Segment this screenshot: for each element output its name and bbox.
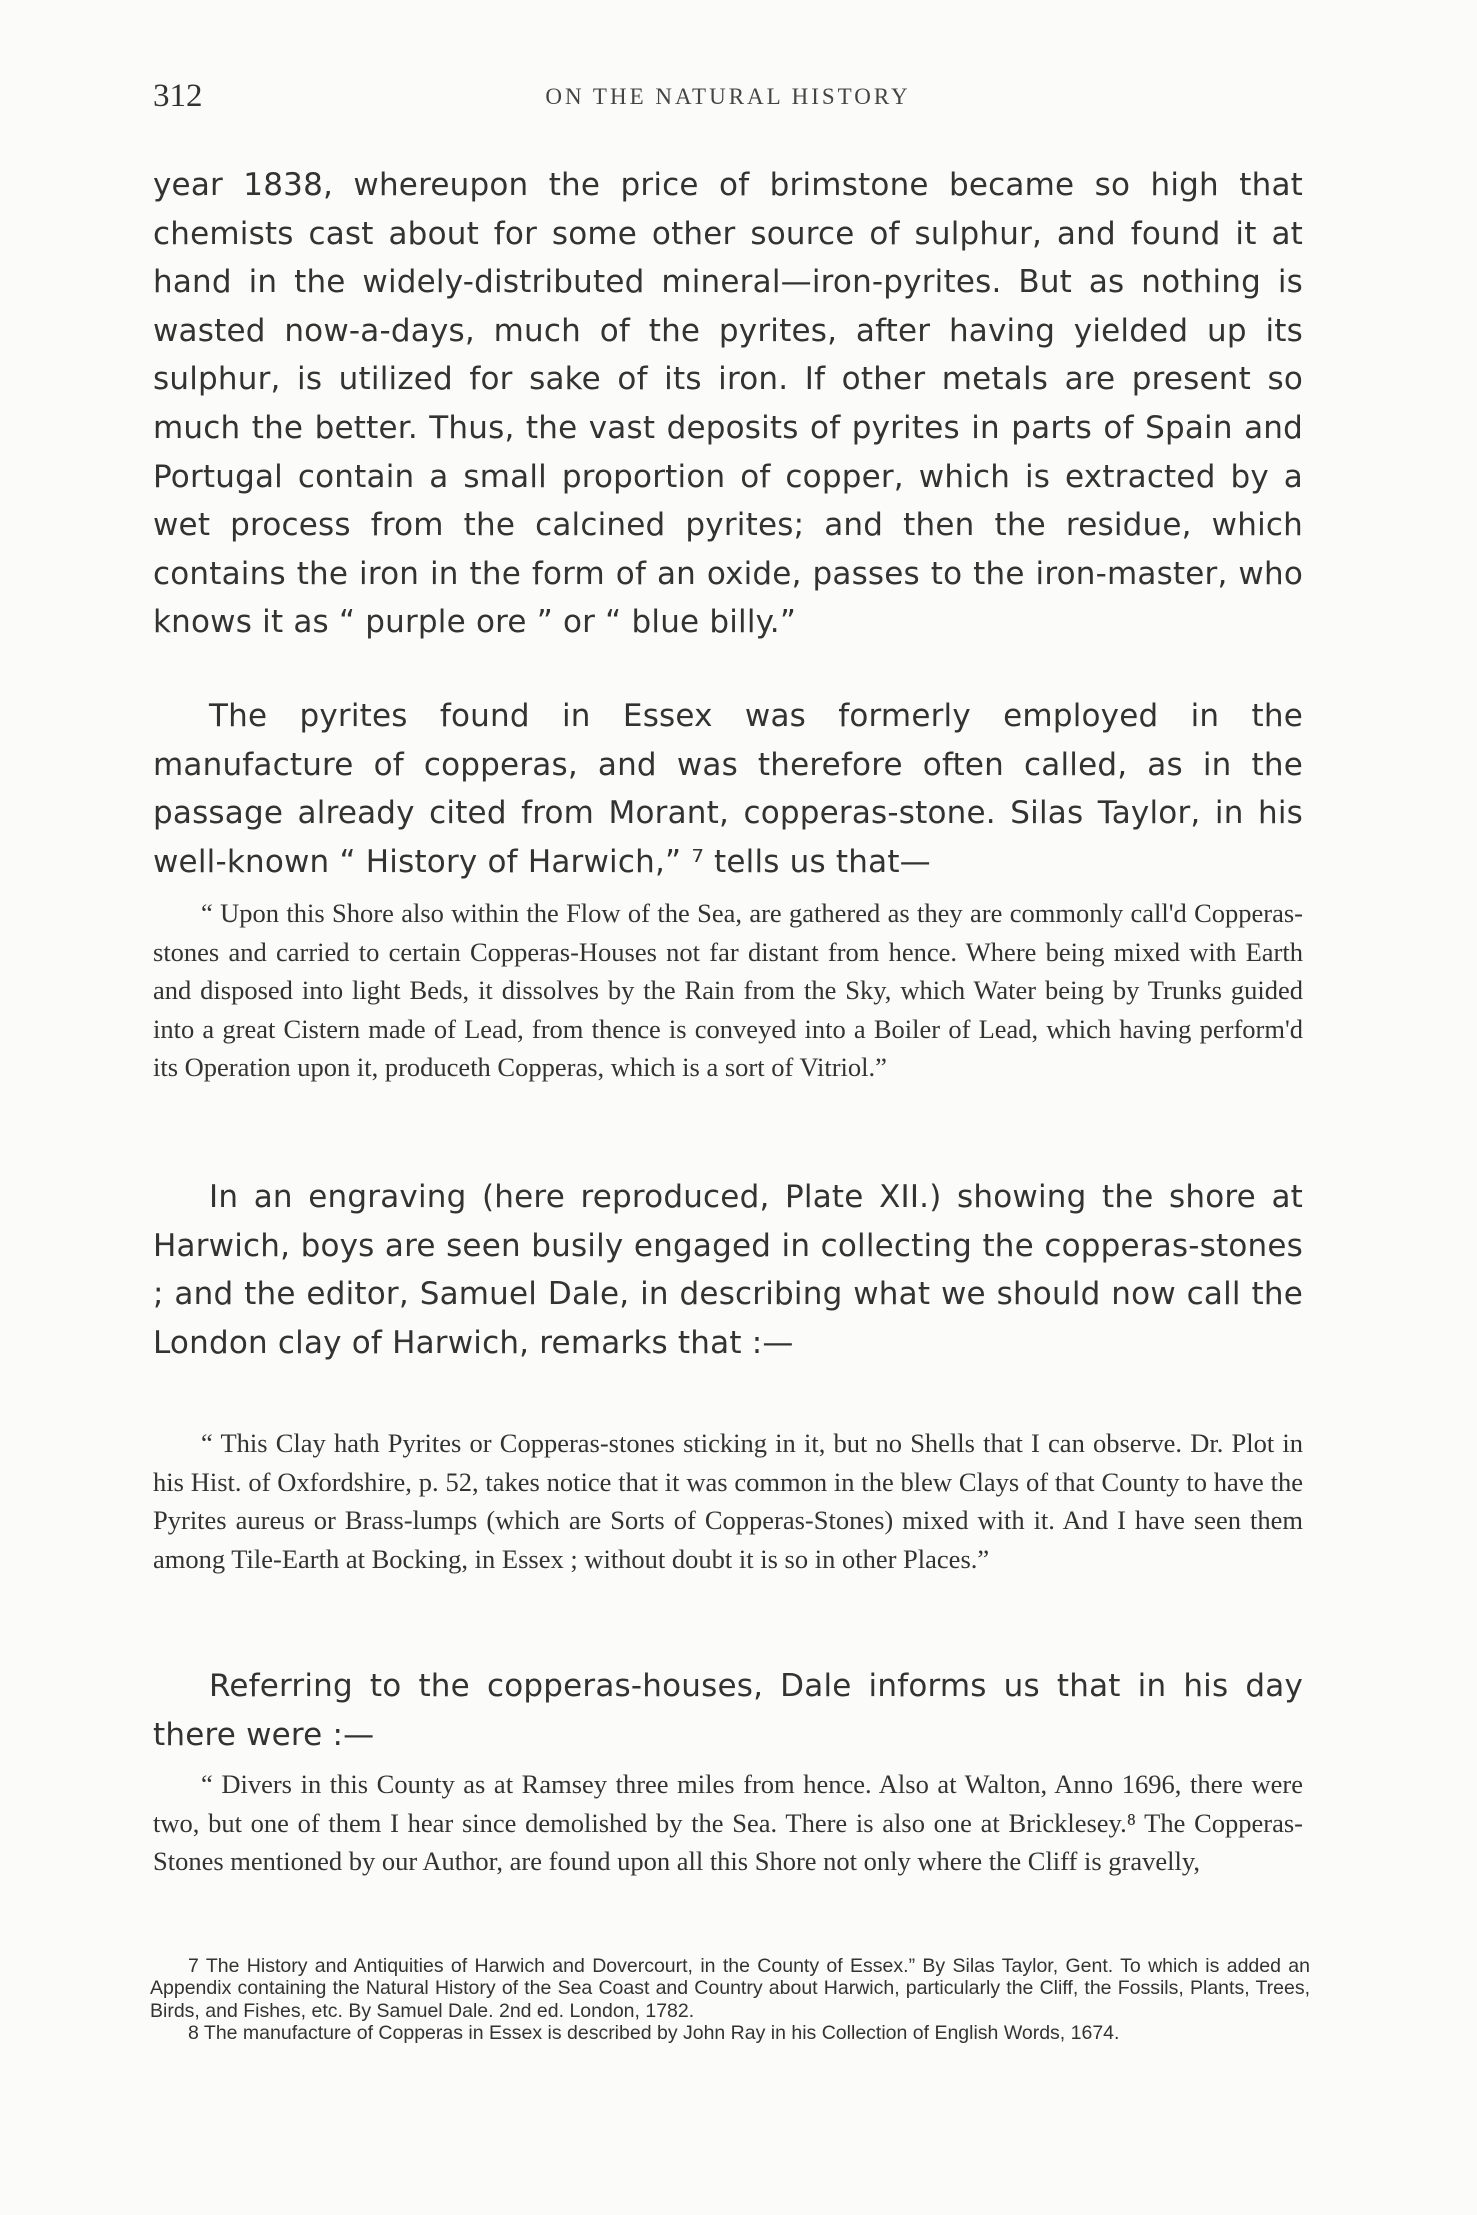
body-paragraph-2: The pyrites found in Essex was formerly employed in the manufacture of copperas, and was therefore often called, as in the passage already cited from Morant, copperas-stone. Silas Taylor, in his well-known “ History of Harwich,” ⁷ tells us that— [153, 698, 1314, 880]
block-quote-2: “ This Clay hath Pyrites or Copperas-stones sticking in it, but no Shells that I can observe. Dr. Plot in his Hist. of Oxfordshire, p. 52, takes notice that it was common in the blew Clays of that County to have the Pyrites aureus or Brass-lumps (which are Sorts of Copperas-Stones) mixed with it. And I have seen them among Tile-Earth at Bocking, in Essex ; without doubt it is so in other Places.” [153, 1428, 1310, 1574]
page-number: 312 [153, 78, 203, 114]
footnote-8: 8 The manufacture of Copperas in Essex is described by John Ray in his Collection of English Words, 1674. [188, 2022, 1120, 2045]
footnote-7: 7 The History and Antiquities of Harwich and Dovercourt, in the County of Essex.” By Silas Taylor, Gent. To which is added an Appendix containing the Natural History of the Sea Coast and Country about Harwich, particularly the Cliff, the Fossils, Plants, Trees, Birds, and Fishes, etc. By Samuel Dale. 2nd ed. London, 1782. [150, 1955, 1316, 2022]
block-quote-3: “ Divers in this County as at Ramsey three miles from hence. Also at Walton, Anno 1696, there were two, but one of them I hear since demolished by the Sea. There is also one at Bricklesey.⁸ The Copperas-Stones mentioned by our Author, are found upon all this Shore not only where the Cliff is gravelly, [153, 1769, 1310, 1877]
footnotes [150, 1955, 1316, 2045]
page-header [153, 78, 1303, 118]
block-quote-1: “ Upon this Shore also within the Flow of the Sea, are gathered as they are commonly call'd Copperas-stones and carried to certain Copperas-Houses not far distant from hence. Where being mixed with Earth and disposed into light Beds, it dissolves by the Rain from the Sky, which Water being by Trunks guided into a great Cistern made of Lead, from thence is conveyed into a Boiler of Lead, which having perform'd its Operation upon it, produceth Copperas, which is a sort of Vitriol.” [153, 898, 1310, 1083]
body-paragraph-3: In an engraving (here reproduced, Plate XII.) showing the shore at Harwich, boys are seen busily engaged in collecting the copperas-stones ; and the editor, Samuel Dale, in describing what we should now call the London clay of Harwich, remarks that :— [153, 1179, 1314, 1361]
body-paragraph-1: year 1838, whereupon the price of brimstone became so high that chemists cast about for some other source of sulphur, and found it at hand in the widely-distributed mineral—iron-pyrites. But as nothing is wasted now-a-days, much of the pyrites, after having yielded up its sulphur, is utilized for sake of its iron. If other metals are present so much the better. Thus, the vast deposits of pyrites in parts of Spain and Portugal contain a small proportion of copper, which is extracted by a wet process from the calcined pyrites; and then the residue, which contains the iron in the form of an oxide, passes to the iron-master, who knows it as “ purple ore ” or “ blue billy.” [153, 167, 1314, 641]
body-paragraph-4: Referring to the copperas-houses, Dale informs us that in his day there were :— [153, 1668, 1314, 1753]
running-head: ON THE NATURAL HISTORY [545, 84, 911, 109]
